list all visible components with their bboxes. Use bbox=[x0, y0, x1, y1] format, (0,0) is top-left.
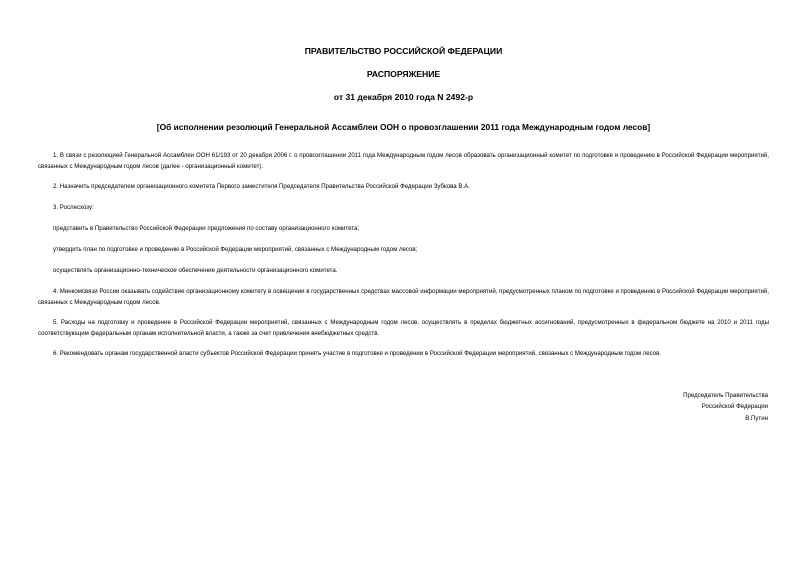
paragraph-3: 3. Рослесхозу: bbox=[53, 204, 94, 211]
issuing-authority: ПРАВИТЕЛЬСТВО РОССИЙСКОЙ ФЕДЕРАЦИИ bbox=[304, 46, 503, 56]
signatory-name: В.Путин bbox=[745, 414, 768, 422]
signatory-title-line-2: Российской Федерации bbox=[701, 403, 768, 411]
document-date-number: от 31 декабря 2010 года N 2492-р bbox=[333, 92, 474, 102]
paragraph-6: 6. Рекомендовать органам государственной власти субъектов Российской Федерации принять участие в подготовке и проведении в Российской Федерации мероприятий, связанных с Международным годом лесов. bbox=[53, 350, 662, 357]
paragraph-2: 2. Назначить председателем организационного комитета Первого заместителя Председателя Правительства Российской Федерации Зубкова В.А. bbox=[53, 183, 470, 190]
paragraph-5: 5. Расходы на подготовку и проведение в Российской Федерации мероприятий, связанных с Международным годом лесов, осуществлять в пределах бюджетных ассигнований, предусмотренных в федеральном бюджете на 2010 и 2011 годы соответствующим федеральным органам исполнительной власти, а также за счет привлечения внебюджетных средств. bbox=[38, 319, 769, 338]
document-subject: [Об исполнении резолюций Генеральной Ассамблеи ООН о провозглашении 2011 года Международным годом лесов] bbox=[156, 122, 651, 132]
paragraph-3-item-3: осуществлять организационно-техническое обеспечение деятельности организационного комитета. bbox=[53, 267, 338, 274]
paragraph-3-item-1: представить в Правительство Российской Федерации предложения по составу организационного комитета; bbox=[53, 225, 360, 232]
document-type: РАСПОРЯЖЕНИЕ bbox=[366, 69, 441, 79]
signatory-title-line-1: Председатель Правительства bbox=[683, 392, 768, 399]
paragraph-1: 1. В связи с резолюцией Генеральной Ассамблеи ООН 61/193 от 20 декабря 2006 г. о провозглашении 2011 года Международным годом лесов образовать организационный комитет по подготовке и проведению в Российской Федерации мероприятий, связанных с Международным годом лесов (далее - организационный комитет). bbox=[38, 152, 769, 171]
paragraph-4: 4. Минкомсвязи России оказывать содействие организационному комитету в освещении в государственных средствах массовой информации мероприятий, предусмотренных планом по подготовке и проведению в Российской Федерации мероприятий, связанных с Международным годом лесов. bbox=[38, 288, 769, 307]
signature-block bbox=[683, 390, 768, 424]
paragraph-3-item-2: утвердить план по подготовке и проведению в Российской Федерации мероприятий, связанных с Международным годом лесов; bbox=[53, 246, 418, 253]
